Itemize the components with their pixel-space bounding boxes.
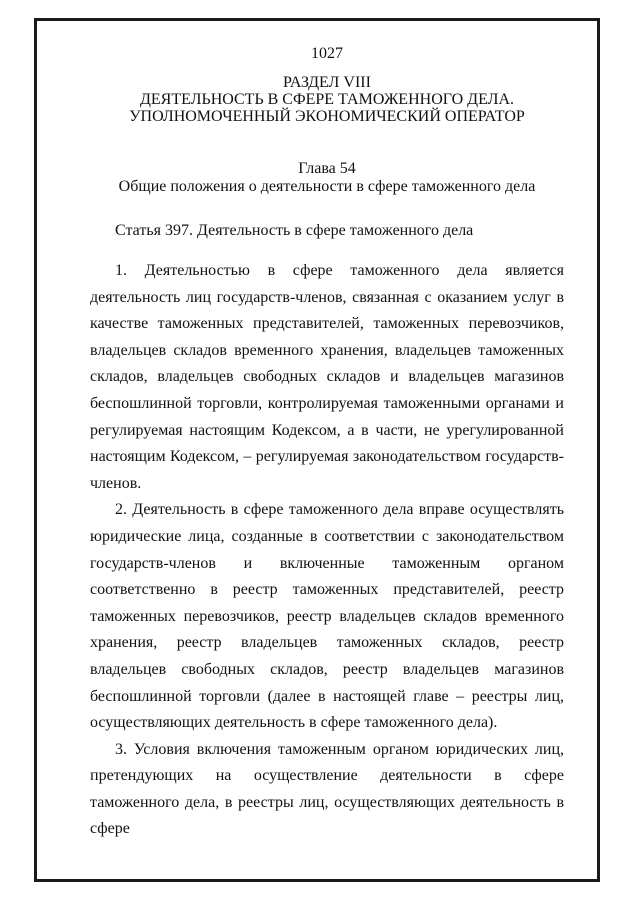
page-frame [34,18,600,882]
paragraph-2: 2. Деятельность в сфере таможенного дела вправе осуществлять юридические лица, созданные в соответствии с законодательством государств-членов и включенные таможенным органом соответственно в реестр таможенных представителей, реестр таможенных перевозчиков, реестр владельцев складов временного хранения, реестр владельцев таможенных складов, реестр владельцев свободных складов, реестр владельцев магазинов беспошлинной торговли (далее в настоящей главе – реестры лиц, осуществляющих деятельность в сфере таможенного дела). [90,501,564,732]
section-title-line-2: УПОЛНОМОЧЕННЫЙ ЭКОНОМИЧЕСКИЙ ОПЕРАТОР [129,108,525,125]
paragraph-1: 1. Деятельностью в сфере таможенного дела является деятельность лиц государств-членов, связанная с оказанием услуг в качестве таможенных представителей, таможенных перевозчиков, владельцев складов временного хранения, владельцев таможенных складов, владельцев свободных складов и владельцев магазинов беспошлинной торговли, контролируемая таможенными органами и регулируемая настоящим Кодексом, а в части, не урегулированной настоящим Кодексом, – регулируемая законодательством государств-членов. [90,262,564,492]
section-title-line-1: ДЕЯТЕЛЬНОСТЬ В СФЕРЕ ТАМОЖЕННОГО ДЕЛА. [139,91,515,108]
chapter-heading [90,160,564,196]
chapter-title: Общие положения о деятельности в сфере таможенного дела [118,178,536,195]
section-label: РАЗДЕЛ VIII [283,74,371,91]
page-number: 1027 [311,45,343,62]
section-heading [90,74,564,125]
paragraph-3: 3. Условия включения таможенным органом юридических лиц, претендующих на осуществление деятельности в сфере таможенного дела, в реестры лиц, осуществляющих деятельность в сфере [90,740,564,838]
article-title: Статья 397. Деятельность в сфере таможенного дела [115,222,474,239]
document-body [90,45,564,843]
chapter-label: Глава 54 [298,160,356,177]
